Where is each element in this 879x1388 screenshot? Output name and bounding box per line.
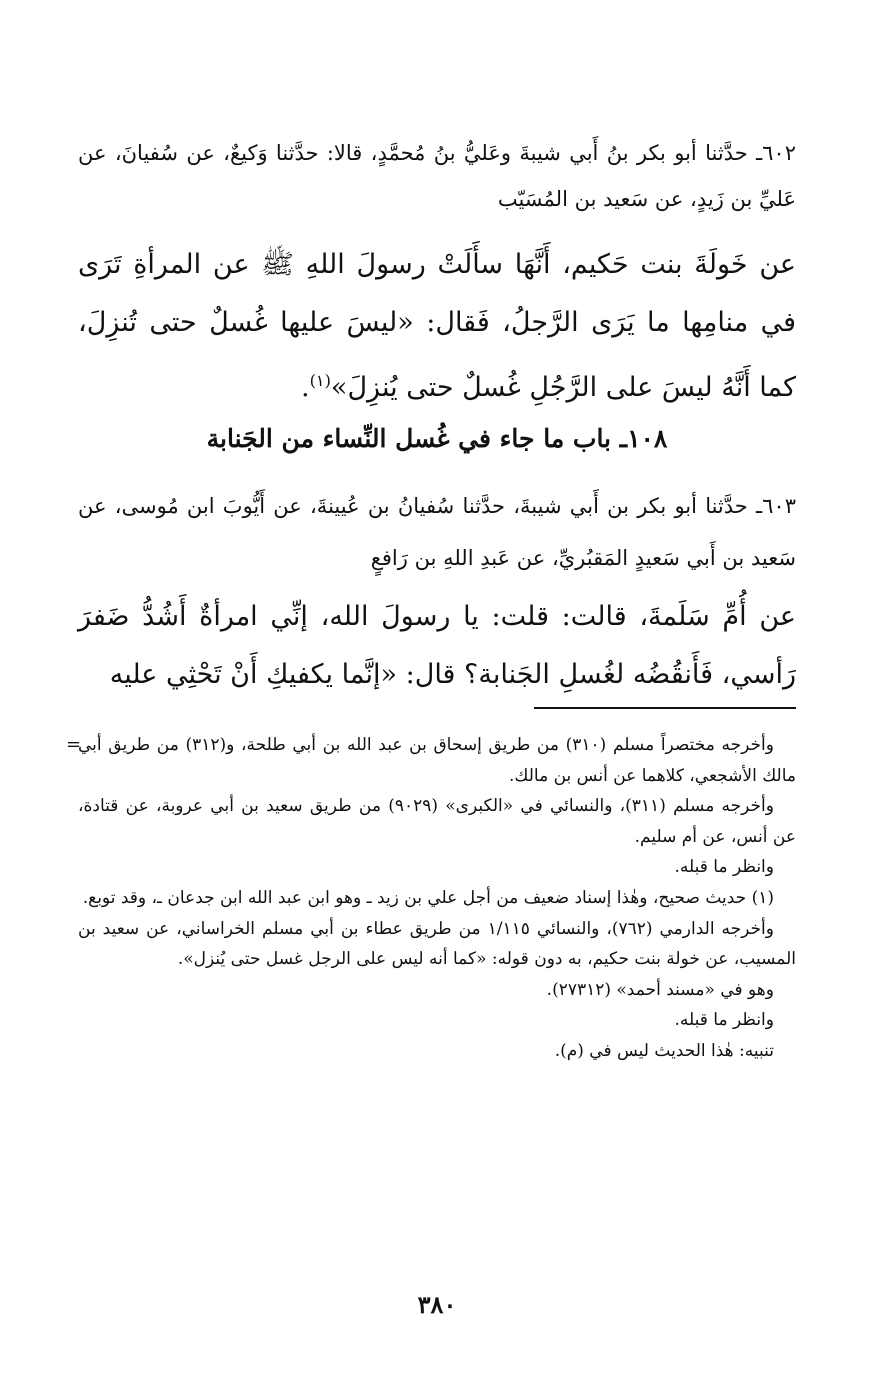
hadith-602-matn xyxy=(78,236,796,417)
chapter-heading: ١٠٨ـ باب ما جاء في غُسل النِّساء من الجَنابة xyxy=(206,424,668,453)
footnote-paragraph: تنبيه: هٰذا الحديث ليس في (م). xyxy=(554,1040,774,1061)
footnote-paragraph: وأخرجه مسلم (٣١١)، والنسائي في «الكبرى» (٩٠٢٩) من طريق سعيد بن أبي عروبة، عن قتادة، عن أنس، عن أم سليم. xyxy=(78,796,796,847)
page-number: ٣٨٠ xyxy=(417,1290,457,1319)
footnote-divider xyxy=(534,707,796,709)
footnote-paragraph: وأخرجه مختصراً مسلم (٣١٠) من طريق إسحاق بن عبد الله بن أبي طلحة، و(٣١٢) من طريق أبي مالك الأشجعي، كلاهما عن أنس بن مالك. xyxy=(78,735,796,786)
footnote-paragraph: وهو في «مسند أحمد» (٢٧٣١٢). xyxy=(546,979,774,1000)
footnote-paragraph: وأخرجه الدارمي (٧٦٢)، والنسائي ١/١١٥ من طريق عطاء بن أبي مسلم الخراساني، عن سعيد بن المسيب، عن خولة بنت حكيم، به دون قوله: «كما أنه ليس على الرجل غسل حتى يُنزل». xyxy=(78,918,796,970)
hadith-602-matn-text: عن خَولَةَ بنت حَكيم، أَنَّهَا سأَلَتْ رسولَ اللهِ ﷺ عن المرأةِ تَرَى في منامِها ما يَرَى الرَّجلُ، فَقال: «ليسَ عليها غُسلٌ حتى تُنزِلَ، كما أَنَّهُ ليسَ على الرَّجُلِ غُسلٌ حتى يُنزِلَ» xyxy=(78,249,796,403)
hadith-602-isnad: ٦٠٢ـ حدَّثنا أبو بكر بنُ أَبي شيبةَ وعَليُّ بنُ مُحمَّدٍ، قالا: حدَّثنا وَكيعٌ، عن سُفيانَ، عن عَليِّ بن زَيدٍ، عن سَعيد بن المُسَيّب xyxy=(78,141,796,211)
hadith-603-matn: عن أُمِّ سَلَمةَ، قالت: قلت: يا رسولَ الله، إنِّي امرأةٌ أَشُدُّ ضَفرَ رَأسي، فَأَنقُضُه لغُسلِ الجَنابة؟ قال: «إنَّما يكفيكِ أَنْ تَحْثِي عليه xyxy=(78,601,796,690)
hadith-602-end: . xyxy=(300,372,310,403)
footnote-ref-1: (١) xyxy=(309,371,331,390)
hadith-603-isnad: ٦٠٣ـ حدَّثنا أبو بكر بن أَبي شيبةَ، حدَّثنا سُفيانُ بن عُيينةَ، عن أَيُّوبَ ابن مُوسى، عن سَعيد بن أَبي سَعيدٍ المَقبُريِّ، عن عَبدِ اللهِ بن رَافعٍ xyxy=(78,494,796,570)
footnote-paragraph: وانظر ما قبله. xyxy=(674,1010,774,1031)
book-page xyxy=(66,0,796,1388)
footnotes-section xyxy=(66,730,796,1067)
footnote-paragraph: وانظر ما قبله. xyxy=(674,857,774,878)
footnote-paragraph: (١) حديث صحيح، وهٰذا إسناد ضعيف من أجل علي بن زيد ـ وهو ابن عبد الله ابن جدعان ـ، وقد توبع. xyxy=(82,887,774,908)
continuation-marker: = xyxy=(66,734,82,755)
